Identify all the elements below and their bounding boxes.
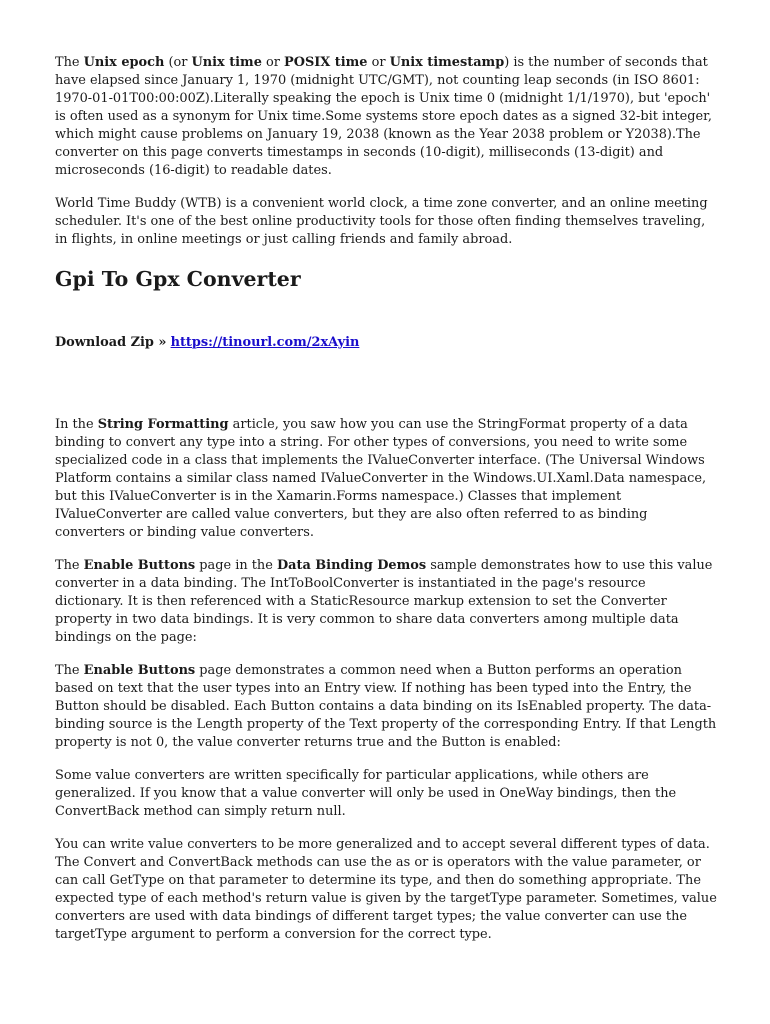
download-link[interactable]: https://tinourl.com/2xAyin: [170, 335, 360, 350]
document-page: [55, 54, 717, 944]
paragraph-string-formatting: In the String Formatting article, you saw how you can use the StringFormat property of a data binding to convert any type into a string. For other types of conversions, you need to write some specialized code in a class that implements the IValueConverter interface. (The Universal Windows Platform contains a similar class named IValueConverter in the Windows.UI.Xaml.Data namespace, but this IValueConverter is in the Xamarin.Forms namespace.) Classes that implement IValueConverter are called value converters, but they are also often referred to as binding converters or binding value converters.: [55, 417, 707, 540]
paragraph-generalized-converters: You can write value converters to be more generalized and to accept several different types of data. The Convert and ConvertBack methods can use the as or is operators with the value parameter, or can call GetType on that parameter to determine its type, and then do something appropriate. The expected type of each method's return value is given by the targetType parameter. Sometimes, value converters are used with data bindings of different target types; the value converter can use the targetType argument to perform a conversion for the correct type.: [55, 837, 717, 942]
paragraph-enable-buttons-page: The Enable Buttons page demonstrates a common need when a Button performs an operation based on text that the user types into an Entry view. If nothing has been typed into the Entry, the Button should be disabled. Each Button contains a data binding on its IsEnabled property. The data-binding source is the Length property of the Text property of the corresponding Entry. If that Length property is not 0, the value converter returns true and the Button is enabled:: [55, 663, 717, 750]
page-title: Gpi To Gpx Converter: [55, 267, 301, 291]
download-label: Download Zip »: [55, 335, 167, 350]
paragraph-specific-converters: Some value converters are written specifically for particular applications, while others are generalized. If you know that a value converter will only be used in OneWay bindings, then the ConvertBack method can simply return null.: [55, 768, 677, 819]
paragraph-unix-epoch: The Unix epoch (or Unix time or POSIX time or Unix timestamp) is the number of seconds that have elapsed since January 1, 1970 (midnight UTC/GMT), not counting leap seconds (in ISO 8601: 1970-01-01T00:00:00Z).Literally speaking the epoch is Unix time 0 (midnight 1/1/1970), but 'epoch' is often used as a synonym for Unix time.Some systems store epoch dates as a signed 32-bit integer, which might cause problems on January 19, 2038 (known as the Year 2038 problem or Y2038).The converter on this page converts timestamps in seconds (10-digit), milliseconds (13-digit) and microseconds (16-digit) to readable dates.: [55, 55, 712, 178]
download-line: [55, 334, 717, 352]
paragraph-enable-buttons-demo: The Enable Buttons page in the Data Binding Demos sample demonstrates how to use this value converter in a data binding. The IntToBoolConverter is instantiated in the page's resource dictionary. It is then referenced with a StaticResource markup extension to set the Converter property in two data bindings. It is very common to share data converters among multiple data bindings on the page:: [55, 558, 713, 645]
paragraph-world-time-buddy: World Time Buddy (WTB) is a convenient world clock, a time zone converter, and an online meeting scheduler. It's one of the best online productivity tools for those often finding themselves traveling, in flights, in online meetings or just calling friends and family abroad.: [55, 196, 708, 247]
